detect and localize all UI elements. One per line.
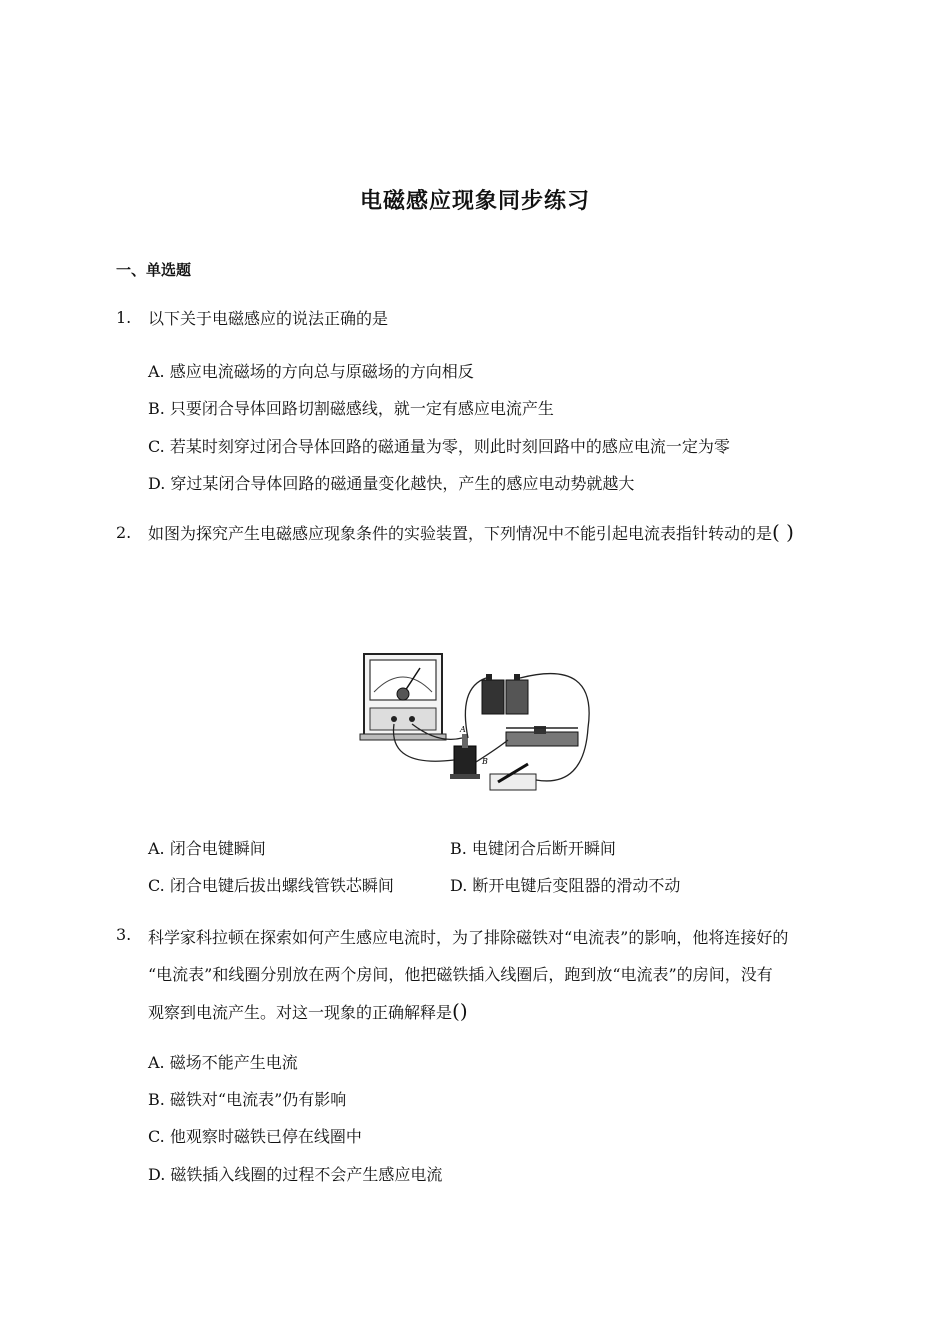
question-2-option-d: D. 断开电键后变阻器的滑动不动 bbox=[450, 876, 681, 895]
question-3-line-3: 观察到电流产生。对这一现象的正确解释是 bbox=[148, 1003, 453, 1022]
apparatus-figure bbox=[358, 648, 598, 800]
rheostat-icon bbox=[506, 726, 578, 746]
question-3-line-2: “电流表”和线圈分别放在两个房间，他把磁铁插入线圈后，跑到放“电流表”的房间，没有 bbox=[148, 965, 773, 984]
question-1-number: 1. bbox=[116, 308, 132, 327]
question-3-line-3-wrap bbox=[148, 999, 468, 1023]
question-3-number: 3. bbox=[116, 925, 132, 944]
galvanometer-icon bbox=[360, 654, 446, 740]
question-2-option-b: B. 电键闭合后断开瞬间 bbox=[450, 839, 616, 858]
question-3-line-1: 科学家科拉顿在探索如何产生感应电流时，为了排除磁铁对“电流表”的影响，他将连接好的 bbox=[148, 928, 789, 947]
answer-parentheses: () bbox=[452, 999, 468, 1023]
question-1-option-b: B. 只要闭合导体回路切割磁感线，就一定有感应电流产生 bbox=[148, 399, 554, 418]
answer-parentheses: ( ) bbox=[772, 520, 794, 544]
question-3-option-c: C. 他观察时磁铁已停在线圈中 bbox=[148, 1127, 362, 1146]
question-1-option-a: A. 感应电流磁场的方向总与原磁场的方向相反 bbox=[148, 362, 474, 381]
question-3-option-b: B. 磁铁对“电流表”仍有影响 bbox=[148, 1090, 347, 1109]
coil-icon bbox=[450, 734, 480, 779]
section-heading: 一、单选题 bbox=[116, 261, 192, 279]
question-2-stem bbox=[148, 514, 868, 552]
label-a: A bbox=[460, 725, 466, 734]
question-1-option-d: D. 穿过某闭合导体回路的磁通量变化越快，产生的感应电动势就越大 bbox=[148, 474, 635, 493]
question-1-option-c: C. 若某时刻穿过闭合导体回路的磁通量为零，则此时刻回路中的感应电流一定为零 bbox=[148, 437, 730, 456]
question-2-number: 2. bbox=[116, 523, 132, 542]
question-2-option-a: A. 闭合电键瞬间 bbox=[148, 839, 266, 858]
question-2-text: 如图为探究产生电磁感应现象条件的实验装置，下列情况中不能引起电流表指针转动的是 bbox=[148, 524, 773, 543]
question-2-option-c: C. 闭合电键后拔出螺线管铁芯瞬间 bbox=[148, 876, 394, 895]
question-3-option-a: A. 磁场不能产生电流 bbox=[148, 1053, 298, 1072]
document-title: 电磁感应现象同步练习 bbox=[359, 189, 590, 214]
question-1-text: 以下关于电磁感应的说法正确的是 bbox=[148, 309, 389, 328]
label-b: B bbox=[482, 757, 488, 766]
switch-icon bbox=[490, 764, 536, 790]
question-3-option-d: D. 磁铁插入线圈的过程不会产生感应电流 bbox=[148, 1165, 443, 1184]
battery-icon bbox=[482, 674, 528, 714]
